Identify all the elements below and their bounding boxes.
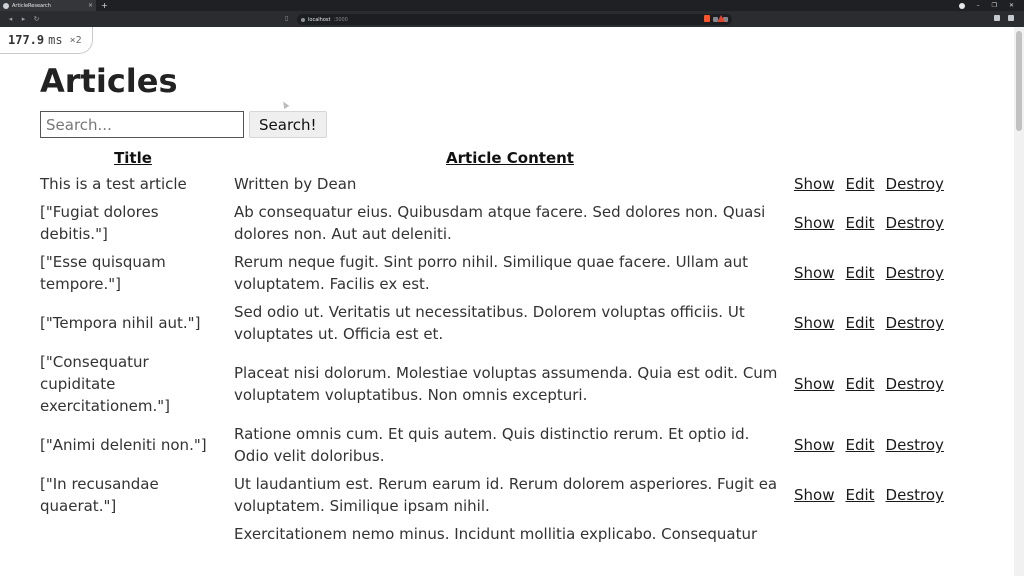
article-content-cell: Ratione omnis cum. Et quis autem. Quis distinctio rerum. Et optio id. Odio velit doloribus. [234, 425, 750, 465]
mouse-cursor-icon [281, 100, 290, 109]
edit-link[interactable]: Edit [845, 175, 875, 193]
url-port-text: :3000 [333, 16, 348, 23]
extensions-icon[interactable] [994, 15, 1000, 21]
articles-table [32, 141, 972, 551]
browser-tab[interactable] [0, 0, 96, 11]
show-link[interactable]: Show [794, 264, 835, 282]
tab-close-icon[interactable]: × [87, 2, 93, 9]
profiler-unit: ms [48, 33, 63, 47]
column-header-content: Article Content [446, 149, 574, 167]
articles-table-body [40, 173, 964, 545]
table-row [40, 173, 964, 195]
column-header-actions [794, 147, 964, 167]
destroy-link[interactable]: Destroy [885, 175, 944, 193]
show-link[interactable]: Show [794, 375, 835, 393]
scrollbar-thumb[interactable] [1016, 31, 1022, 131]
table-row [40, 201, 964, 245]
article-actions-cell [794, 301, 964, 345]
article-content-cell: Sed odio ut. Veritatis ut necessitatibus. Dolorem voluptas officiis. Ut voluptates ut. Officia est et. [234, 303, 745, 343]
search-form [40, 111, 327, 138]
table-row [40, 473, 964, 517]
close-window-icon[interactable]: ✕ [1008, 2, 1014, 9]
article-content-cell: Rerum neque fugit. Sint porro nihil. Similique quae facere. Ullam aut voluptatem. Facilis ex est. [234, 253, 749, 293]
article-title-cell: ["Consequatur cupiditate exercitationem."] [40, 353, 171, 415]
table-row [40, 423, 964, 467]
article-title-cell: This is a test article [40, 175, 187, 193]
forward-icon[interactable]: ▸ [21, 15, 26, 23]
article-title-cell: ["Tempora nihil aut."] [40, 314, 201, 332]
profile-icon[interactable] [959, 3, 965, 9]
table-row [40, 351, 964, 417]
search-button[interactable]: Search! [249, 111, 327, 138]
edit-link[interactable]: Edit [845, 436, 875, 454]
destroy-link[interactable]: Destroy [885, 264, 944, 282]
edit-link[interactable]: Edit [845, 486, 875, 504]
browser-toolbar [0, 11, 1024, 27]
show-link[interactable]: Show [794, 214, 835, 232]
column-header-title: Title [114, 149, 152, 167]
brave-shield-icon[interactable] [704, 15, 710, 22]
back-icon[interactable]: ◂ [8, 15, 13, 23]
table-header-row [40, 147, 964, 167]
show-link[interactable]: Show [794, 436, 835, 454]
show-link[interactable]: Show [794, 314, 835, 332]
address-bar[interactable] [297, 14, 732, 25]
article-content-cell: Written by Dean [234, 175, 357, 193]
article-title-cell: ["Fugiat dolores debitis."] [40, 203, 159, 243]
nav-buttons [0, 15, 41, 23]
show-link[interactable]: Show [794, 175, 835, 193]
edit-link[interactable]: Edit [845, 375, 875, 393]
edit-link[interactable]: Edit [845, 314, 875, 332]
menu-icon[interactable] [1008, 15, 1014, 21]
article-actions-cell [794, 423, 964, 467]
edit-link[interactable]: Edit [845, 214, 875, 232]
profiler-multiplier: ×2 [69, 34, 82, 46]
minimize-icon[interactable]: – [976, 2, 980, 9]
site-info-icon[interactable] [301, 18, 305, 22]
destroy-link[interactable]: Destroy [885, 436, 944, 454]
search-input[interactable] [40, 111, 244, 138]
article-actions-cell [794, 173, 964, 195]
article-title-cell: ["In recusandae quaerat."] [40, 475, 159, 515]
article-content-cell: Ab consequatur eius. Quibusdam atque facere. Sed dolores non. Quasi dolores non. Aut aut deleniti. [234, 203, 766, 243]
article-content-cell: Exercitationem nemo minus. Incidunt mollitia explicabo. Consequatur [234, 525, 758, 543]
destroy-link[interactable]: Destroy [885, 486, 944, 504]
brave-rewards-icon[interactable] [717, 15, 725, 22]
table-row [40, 301, 964, 345]
article-title-cell [40, 523, 226, 545]
edit-link[interactable]: Edit [845, 264, 875, 282]
show-link[interactable]: Show [794, 486, 835, 504]
profiler-badge[interactable] [0, 27, 93, 54]
article-actions-cell [794, 473, 964, 517]
browser-tab-bar [0, 0, 1024, 11]
article-actions-cell [794, 523, 964, 545]
new-tab-button[interactable]: + [101, 1, 108, 10]
article-title-cell: ["Animi deleniti non."] [40, 436, 207, 454]
destroy-link[interactable]: Destroy [885, 214, 944, 232]
bookmark-icon[interactable]: ▯ [285, 15, 289, 22]
window-controls [959, 2, 1024, 9]
article-actions-cell [794, 351, 964, 417]
destroy-link[interactable]: Destroy [885, 375, 944, 393]
url-text: localhost [308, 16, 331, 23]
table-row [40, 523, 964, 545]
article-actions-cell [794, 251, 964, 295]
tab-title: ArticleResearch [12, 2, 51, 9]
destroy-link[interactable]: Destroy [885, 314, 944, 332]
profiler-time: 177.9 [8, 33, 45, 47]
maximize-icon[interactable]: ❐ [991, 2, 997, 9]
article-content-cell: Ut laudantium est. Rerum earum id. Rerum dolorem asperiores. Fugit ea voluptatem. Similique ipsam nihil. [234, 475, 778, 515]
article-title-cell: ["Esse quisquam tempore."] [40, 253, 166, 293]
article-content-cell: Placeat nisi dolorum. Molestiae voluptas assumenda. Quia est odit. Cum voluptatem voluptatibus. Non omnis excepturi. [234, 364, 778, 404]
table-row [40, 251, 964, 295]
toolbar-extensions [994, 15, 1014, 21]
site-favicon-icon [3, 3, 9, 9]
reload-icon[interactable]: ↻ [33, 15, 40, 23]
page-title: Articles [40, 62, 178, 100]
article-actions-cell [794, 201, 964, 245]
